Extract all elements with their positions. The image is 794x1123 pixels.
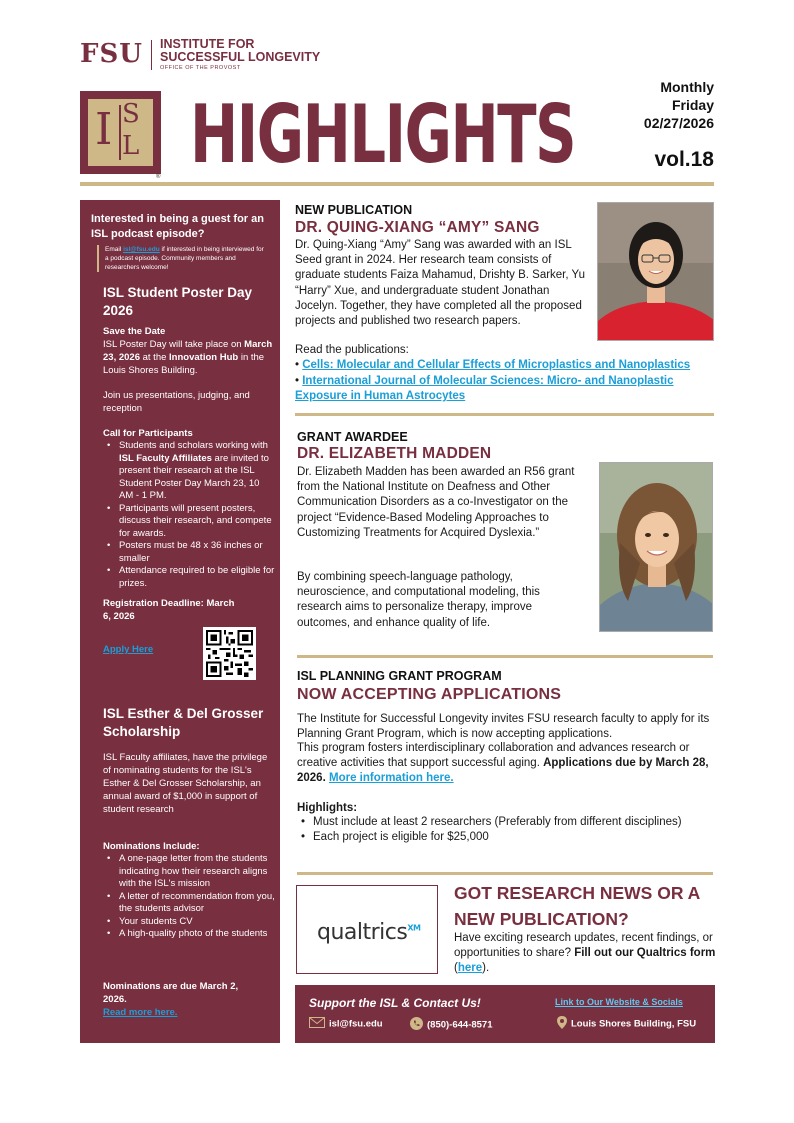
nomination-item: • Your students CV	[103, 916, 275, 929]
publication-link-2-line: • International Journal of Molecular Sciences: Micro- and Nanoplastic Exposure in Human Astrocytes	[295, 375, 674, 403]
news-fill-out: Fill out our Qualtrics form	[574, 947, 716, 960]
call-item: • Posters must be 48 x 36 inches or smaller	[103, 540, 275, 565]
elizabeth-madden-photo	[599, 462, 713, 632]
registration-deadline: Registration Deadline: March 6, 2026	[103, 598, 235, 622]
nomination-item: • A one-page letter from the students indicating how their research aligns with the ISL's mission	[103, 853, 275, 891]
more-information-link[interactable]: More information here.	[328, 772, 454, 785]
envelope-icon	[309, 1017, 325, 1031]
institute-line-1: INSTITUTE FOR	[160, 37, 255, 51]
publication-link-2[interactable]: International Journal of Molecular Sciences: Micro- and Nanoplastic Exposure in Human Astrocytes	[295, 375, 674, 403]
publication-link-1-line: • Cells: Molecular and Cellular Effects of Microplastics and Nanoplastics	[295, 359, 691, 371]
save-the-date: Save the Date	[103, 326, 166, 337]
nomination-item: • A high-quality photo of the students	[103, 928, 275, 941]
poster-day-title: ISL Student Poster Day 2026	[103, 285, 253, 318]
poster-day-text	[103, 325, 275, 377]
planning-highlights-label: Highlights:	[297, 802, 358, 814]
call-list	[103, 440, 275, 590]
newsletter-title: HIGHLIGHTS	[190, 88, 576, 181]
qualtrics-logo-box	[296, 885, 438, 974]
planning-highlights-list	[297, 815, 697, 845]
logo-divider	[151, 40, 152, 70]
planning-highlight-item: • Must include at least 2 researchers (Preferably from different disciplines)	[297, 815, 697, 830]
isl-logo-i: I	[95, 104, 113, 155]
call-title: Call for Participants	[103, 428, 193, 439]
publication-body: Dr. Quing-Xiang “Amy” Sang was awarded with an ISL Seed grant in 2024. Her research team consists of graduate students Faiza Mahamud, Drishty B. Sarker, Yu “Harry” Xue, and undergraduate student Jonathan Jocelyn. Together, they have completed all the proposed projects and published two research papers.	[295, 239, 585, 328]
podcast-email-link[interactable]: isl@fsu.edu	[123, 246, 160, 253]
call-item-post: are invited to present their research at the ISL Student Poster Day March 23, 10 AM - 1 PM.	[119, 452, 269, 501]
planning-title: NOW ACCEPTING APPLICATIONS	[297, 686, 562, 703]
location-pin-icon	[557, 1016, 567, 1032]
qualtrics-logo-sup: XM	[407, 923, 421, 933]
grant-body-1: Dr. Elizabeth Madden has been awarded an R56 grant from the National Institute on Deafness and Other Communication Disorders as a co-Investigator on the project “Evidence-Based Modeling Approaches to Customizing Treatments for Acquired Dyslexia.”	[297, 466, 575, 539]
podcast-email-post: if interested in being interviewed for a podcast episode. Community members and researchers welcome!	[105, 246, 264, 271]
grant-kicker: GRANT AWARDEE	[297, 430, 408, 444]
news-title: GOT RESEARCH NEWS OR A NEW PUBLICATION?	[454, 883, 700, 929]
planning-body-2-text: This program fosters interdisciplinary collaboration and advances research or creative activities that support successful aging.	[297, 742, 690, 770]
publication-title: DR. QUING-XIANG “AMY” SANG	[295, 219, 540, 236]
issue-day: Friday	[671, 97, 714, 113]
footer-email-text[interactable]: isl@fsu.edu	[329, 1018, 383, 1030]
poster-date: March 23, 2026	[103, 339, 273, 363]
institute-name	[160, 38, 320, 64]
fsu-logo: FSU	[80, 39, 143, 69]
nomination-item: • A letter of recommendation from you, the students advisor	[103, 891, 275, 916]
apply-here-link[interactable]: Apply Here	[103, 644, 154, 655]
qualtrics-logo	[317, 920, 420, 945]
planning-body-1: The Institute for Successful Longevity invites FSU research faculty to apply for its Planning Grant Program, which is now accepting applications.	[297, 713, 710, 741]
nominations-title: Nominations Include:	[103, 841, 200, 852]
isl-logo	[80, 91, 161, 174]
phone-icon	[410, 1017, 423, 1033]
poster-text-2: at the	[139, 352, 170, 363]
qr-code	[203, 627, 256, 680]
sidebar	[80, 200, 280, 1043]
section-rule-2	[297, 655, 713, 658]
registered-mark: ®	[156, 174, 161, 180]
issue-frequency: Monthly	[660, 79, 714, 95]
section-rule-3	[297, 872, 713, 875]
planning-body-2	[297, 741, 717, 787]
scholarship-title: ISL Esther & Del Grosser Scholarship	[103, 706, 264, 739]
news-body-text: Have exciting research updates, recent findings, or opportunities to share?	[454, 932, 713, 960]
footer-phone	[410, 1017, 493, 1033]
publication-link-1[interactable]: Cells: Molecular and Cellular Effects of Microplastics and Nanoplastics	[302, 359, 691, 371]
join-text: Join us presentations, judging, and reception	[103, 390, 250, 414]
footer-phone-text: (850)-644-8571	[427, 1019, 493, 1031]
podcast-email-note	[97, 245, 267, 272]
poster-text-1: ISL Poster Day will take place on	[103, 339, 245, 350]
scholarship-text: ISL Faculty affiliates, have the privilege of nominating students for the ISL's Esther & Del Grosser Scholarship, an annual award of $1,000 in support of student research	[103, 752, 268, 815]
planning-due: Applications due by March 28, 2026.	[297, 757, 709, 785]
section-rule-1	[295, 413, 714, 416]
nominations-list	[103, 853, 275, 941]
footer-location-text: Louis Shores Building, FSU	[571, 1018, 697, 1030]
grant-body-2: By combining speech-language pathology, neuroscience, and computational modeling, this research aims to personalize therapy, improve outcomes, and enhance quality of life.	[297, 571, 540, 629]
footer-location	[557, 1016, 696, 1032]
header-rule	[80, 182, 714, 186]
footer-email	[309, 1017, 383, 1031]
podcast-email-pre: Email	[105, 246, 124, 253]
poster-place: Innovation Hub	[169, 352, 239, 363]
issue-info	[644, 78, 714, 132]
podcast-question: Interested in being a guest for an ISL podcast episode?	[91, 213, 264, 240]
issue-volume: vol.18	[654, 148, 714, 171]
website-socials-link[interactable]: Link to Our Website & Socials	[555, 997, 683, 1007]
news-paren-open: (	[454, 962, 458, 975]
planning-highlight-item: • Each project is eligible for $25,000	[297, 830, 697, 845]
isl-logo-bar	[119, 105, 121, 160]
isl-logo-l: L	[122, 131, 140, 161]
publication-read-label: Read the publications:	[295, 344, 409, 356]
institute-subtitle: OFFICE OF THE PROVOST	[160, 65, 241, 71]
call-item: • Attendance required to be eligible for prizes.	[103, 565, 275, 590]
news-body	[454, 931, 716, 977]
amy-sang-photo	[597, 202, 714, 341]
call-item-pre: Students and scholars working with	[119, 440, 268, 451]
planning-kicker: ISL PLANNING GRANT PROGRAM	[297, 669, 502, 683]
institute-line-2: SUCCESSFUL LONGEVITY	[160, 50, 321, 64]
call-item: • Participants will present posters, discuss their research, and compete for awards.	[103, 503, 275, 541]
call-item-bold: ISL Faculty Affiliates	[119, 452, 212, 464]
call-item	[103, 440, 275, 503]
isl-logo-s: S	[122, 99, 140, 129]
nominations-due: Nominations are due March 2, 2026.	[103, 981, 239, 1005]
poster-text-3: in the Louis Shores Building.	[103, 352, 265, 376]
news-paren-close: ).	[482, 962, 490, 975]
read-more-link[interactable]: Read more here.	[103, 1007, 178, 1018]
publication-kicker: NEW PUBLICATION	[295, 203, 413, 217]
issue-date: 02/27/2026	[643, 115, 714, 131]
contact-footer	[295, 985, 715, 1043]
qualtrics-logo-text: qualtrics	[317, 920, 408, 945]
grant-title: DR. ELIZABETH MADDEN	[297, 445, 492, 462]
support-heading: Support the ISL & Contact Us!	[309, 996, 481, 1010]
qualtrics-form-link[interactable]: here	[457, 962, 483, 975]
